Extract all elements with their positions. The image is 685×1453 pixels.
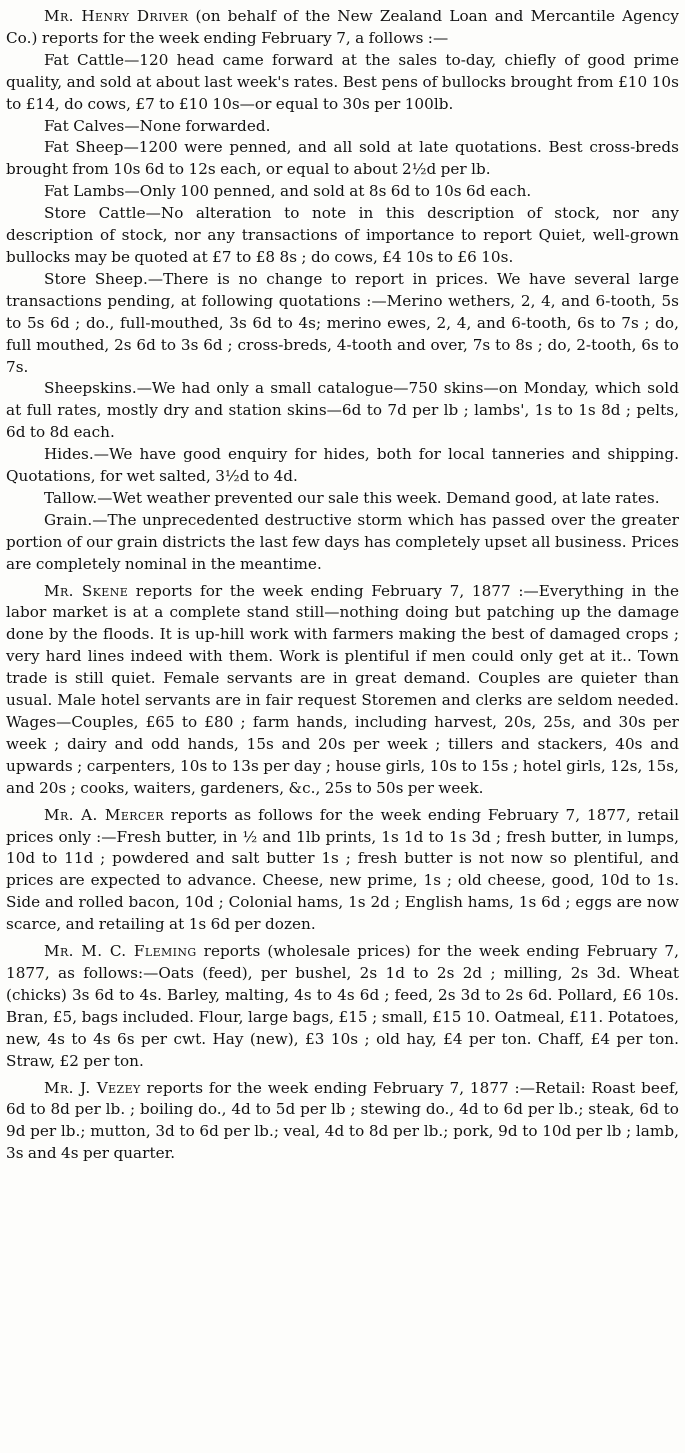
report-intro — [6, 6, 679, 50]
report-fleming — [6, 941, 679, 1072]
report-text: (on behalf of the New Zealand Loan and Mercantile Agency Co.) reports for the week ending February 7, a follows :— — [6, 7, 679, 47]
market-paragraph-store-cattle: Store Cattle—No alteration to note in this description of stock, nor any description of stock, nor any transactions of importance to report Quiet, well-grown bullocks may be quoted at £7 to £8 8s ; do cows, £4 10s to £6 10s. — [6, 204, 679, 266]
report-body — [6, 1078, 679, 1166]
report-text: reports for the week ending February 7, 1877 :—Retail: Roast beef, 6d to 8d per lb. ; boiling do., 4d to 5d per lb ; stewing do., 4d to 6d per lb.; steak, 6d to 9d per lb.; mutton, 3d to 6d per lb.; veal, 4d to 8d per lb.; pork, 9d to 10d per lb ; lamb, 3s and 4s per quarter. — [6, 1078, 679, 1163]
report-mercer — [6, 805, 679, 936]
market-paragraph-sheepskins: Sheepskins.—We had only a small catalogue—750 skins—on Monday, which sold at full rates, mostly dry and station skins—6d to 7d per lb ; lambs', 1s to 1s 8d ; pelts, 6d to 8d each. — [6, 379, 679, 442]
report-driver — [6, 6, 679, 576]
report-text: reports as follows for the week ending February 7, 1877, retail prices only :—Fresh butter, in ½ and 1lb prints, 1s 1d to 1s 3d ; fresh butter, in lumps, 10d to 11d ; powdered and salt butter 1s ; fresh butter is not now so plentiful, and prices are expected to advance. Cheese, new prime, 1s ; old cheese, good, 10d to 1s. Side and rolled bacon, 10d ; Colonial hams, 1s 2d ; English hams, 1s 6d ; eggs are now scarce, and retailing at 1s 6d per dozen. — [6, 805, 679, 934]
market-paragraph-fat-sheep: Fat Sheep—1200 were penned, and all sold at late quotations. Best cross-breds brought from 10s 6d to 12s each, or equal to about 2½d per lb. — [6, 138, 679, 179]
market-paragraph-hides: Hides.—We have good enquiry for hides, both for local tanneries and shipping. Quotations, for wet salted, 3½d to 4d. — [6, 445, 679, 486]
reporter-name: Mr. J. Vezey — [44, 1078, 141, 1097]
report-text: reports (wholesale prices) for the week ending February 7, 1877, as follows:—Oats (feed), per bushel, 2s 1d to 2s 2d ; milling, 2s 3d. Wheat (chicks) 3s 6d to 4s. Barley, malting, 4s to 4s 6d ; feed, 2s 3d to 2s 6d. Pollard, £6 10s. Bran, £5, bags included. Flour, large bags, £15 ; small, £15 10. Oatmeal, £11. Potatoes, new, 4s to 4s 6s per cwt. Hay (new), £3 10s ; old hay, £4 per ton. Chaff, £4 per ton. Straw, £2 per ton. — [6, 942, 679, 1070]
market-paragraph-tallow: Tallow.—Wet weather prevented our sale this week. Demand good, at late rates. — [44, 488, 660, 507]
market-paragraph-fat-calves: Fat Calves—None forwarded. — [44, 116, 271, 135]
report-text: reports for the week ending February 7, 1877 :—Everything in the labor market is at a complete stand still—nothing doing but patching up the damage done by the floods. It is up-hill work with farmers making the best of damaged crops ; very hard lines indeed with them. Work is plentiful if men could only get at it.. Town trade is still quiet. Female servants are in great demand. Couples are quieter than usual. Male hotel servants are in fair request Storemen and clerks are seldom needed. Wages—Couples, £65 to £80 ; farm hands, including harvest, 20s, 25s, and 30s per week ; dairy and odd hands, 15s and 20s per week ; tillers and stackers, 40s and upwards ; carpenters, 10s to 13s per day ; house girls, 10s to 15s ; hotel girls, 12s, 15s, and 20s ; cooks, waiters, gardeners, &c., 25s to 50s per week. — [6, 581, 679, 797]
reporter-name: Mr. Skene — [44, 581, 129, 600]
report-body — [6, 581, 679, 800]
reporter-name: Mr. A. Mercer — [44, 805, 164, 824]
report-vezey — [6, 1078, 679, 1166]
market-paragraph-store-sheep: Store Sheep.—There is no change to report in prices. We have several large transactions pending, at following quotations :—Merino wethers, 2, 4, and 6-tooth, 5s to 5s 6d ; do., full-mouthed, 3s 6d to 4s; merino ewes, 2, 4, and 6-tooth, 6s to 7s ; do, full mouthed, 2s 6d to 3s 6d ; cross-breds, 4-tooth and over, 7s to 8s ; do, 2-tooth, 6s to 7s. — [6, 269, 679, 376]
report-skene — [6, 581, 679, 800]
reporter-name: Mr. Henry Driver — [44, 7, 189, 25]
report-body — [6, 805, 679, 936]
report-body — [6, 941, 679, 1072]
market-paragraph-grain: Grain.—The unprecedented destructive storm which has passed over the greater portion of our grain districts the last few days has completely upset all business. Prices are completely nominal in the meantime. — [6, 510, 679, 573]
reporter-name: Mr. M. C. Fleming — [44, 942, 197, 961]
market-paragraph-fat-lambs: Fat Lambs—Only 100 penned, and sold at 8s 6d to 10s 6d each. — [44, 182, 532, 201]
market-paragraph-fat-cattle: Fat Cattle—120 head came forward at the sales to-day, chiefly of good prime quality, and sold at about last week's rates. Best pens of bullocks brought from £10 10s to £14, do cows, £7 to £10 10s—or equal to 30s per 100lb. — [6, 50, 679, 113]
